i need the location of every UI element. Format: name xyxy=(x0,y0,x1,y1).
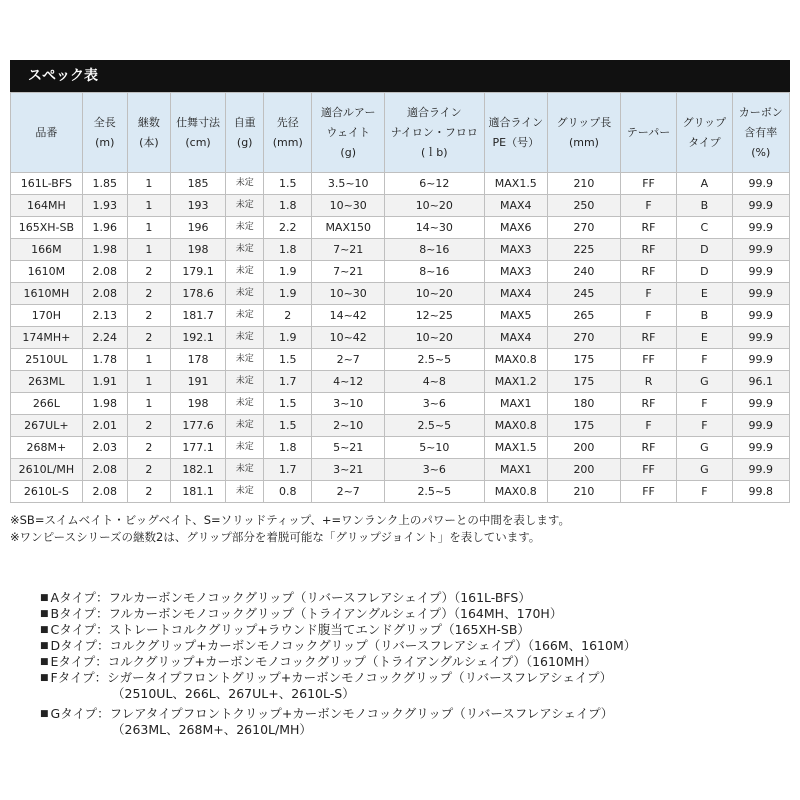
spec-title-bar xyxy=(10,60,790,92)
table-cell: F xyxy=(620,415,676,437)
table-cell: 0.8 xyxy=(264,481,312,503)
table-cell: MAX1.2 xyxy=(484,371,548,393)
table-cell: 166M xyxy=(11,239,83,261)
table-cell: 未定 xyxy=(226,239,264,261)
table-cell: 10~42 xyxy=(312,327,385,349)
table-cell: 1.8 xyxy=(264,239,312,261)
table-cell: MAX0.8 xyxy=(484,415,548,437)
table-cell: 181.7 xyxy=(170,305,225,327)
table-cell: RF xyxy=(620,261,676,283)
table-cell: 198 xyxy=(170,393,225,415)
table-cell: 1.8 xyxy=(264,195,312,217)
grip-type-text: Gタイプ：フレアタイプフロントクリップ+カーボンモノコックグリップ（リバースフレアシェイプ） xyxy=(50,706,614,721)
grip-type-item xyxy=(40,590,636,606)
table-cell: 1.5 xyxy=(264,415,312,437)
table-cell: 165XH-SB xyxy=(11,217,83,239)
table-cell: 267UL+ xyxy=(11,415,83,437)
table-cell: 245 xyxy=(548,283,621,305)
square-bullet-icon: ■ xyxy=(40,657,49,667)
table-cell: 未定 xyxy=(226,217,264,239)
table-cell: 1.5 xyxy=(264,393,312,415)
column-header xyxy=(82,93,127,173)
table-cell: 174MH+ xyxy=(11,327,83,349)
table-cell: 未定 xyxy=(226,459,264,481)
table-cell: E xyxy=(677,283,732,305)
table-cell: 99.9 xyxy=(732,327,789,349)
table-cell: MAX1 xyxy=(484,459,548,481)
column-header xyxy=(170,93,225,173)
table-cell: R xyxy=(620,371,676,393)
grip-type-item xyxy=(40,686,636,702)
table-header-row xyxy=(11,93,790,173)
table-cell: B xyxy=(677,305,732,327)
table-cell: 178 xyxy=(170,349,225,371)
table-cell: A xyxy=(677,173,732,195)
table-cell: 未定 xyxy=(226,327,264,349)
table-cell: 250 xyxy=(548,195,621,217)
column-header-line: (mm) xyxy=(568,135,599,149)
table-cell: MAX1.5 xyxy=(484,173,548,195)
table-cell: 2 xyxy=(127,283,170,305)
table-cell: 1610M xyxy=(11,261,83,283)
table-cell: F xyxy=(677,481,732,503)
table-cell: 8~16 xyxy=(385,239,484,261)
table-cell: 210 xyxy=(548,173,621,195)
table-cell: 2 xyxy=(127,415,170,437)
column-header-line: (%) xyxy=(751,145,771,159)
table-cell: F xyxy=(677,415,732,437)
table-cell: 270 xyxy=(548,327,621,349)
table-cell: 未定 xyxy=(226,305,264,327)
spec-table xyxy=(10,92,790,503)
table-cell: MAX6 xyxy=(484,217,548,239)
table-cell: 4~12 xyxy=(312,371,385,393)
table-cell: 1.7 xyxy=(264,371,312,393)
table-cell: 未定 xyxy=(226,437,264,459)
grip-type-text: Eタイプ：コルクグリップ+カーボンモノコックグリップ（トライアングルシェイプ）（1610MH） xyxy=(50,654,597,669)
table-cell: 1.5 xyxy=(264,173,312,195)
table-cell: 5~21 xyxy=(312,437,385,459)
column-header xyxy=(548,93,621,173)
table-cell: 170H xyxy=(11,305,83,327)
table-cell: 177.1 xyxy=(170,437,225,459)
table-row xyxy=(11,349,790,371)
column-header xyxy=(127,93,170,173)
table-cell: 2 xyxy=(127,437,170,459)
table-cell: 3.5~10 xyxy=(312,173,385,195)
table-cell: 266L xyxy=(11,393,83,415)
column-header-line: 先径 xyxy=(276,115,299,129)
table-cell: 1 xyxy=(127,349,170,371)
grip-type-item xyxy=(40,622,636,638)
grip-type-item xyxy=(40,638,636,654)
grip-type-text: Aタイプ：フルカーボンモノコックグリップ（リバースフレアシェイプ）（161L-BFS） xyxy=(50,590,531,605)
column-header-line: 全長 xyxy=(93,115,116,129)
table-cell: F xyxy=(620,195,676,217)
table-cell: RF xyxy=(620,393,676,415)
table-cell: 2.5~5 xyxy=(385,481,484,503)
table-row xyxy=(11,173,790,195)
table-cell: C xyxy=(677,217,732,239)
table-cell: 2.08 xyxy=(82,283,127,305)
table-cell: 177.6 xyxy=(170,415,225,437)
table-cell: MAX1 xyxy=(484,393,548,415)
grip-type-item xyxy=(40,606,636,622)
grip-type-text: （263ML、268M+、2610L/MH） xyxy=(112,722,312,737)
column-header-line: (cm) xyxy=(185,135,211,149)
grip-type-list xyxy=(40,590,636,738)
square-bullet-icon: ■ xyxy=(40,673,49,683)
table-cell: 99.9 xyxy=(732,261,789,283)
column-header-line: カーボン xyxy=(738,105,783,119)
table-cell: D xyxy=(677,239,732,261)
table-cell: 240 xyxy=(548,261,621,283)
table-cell: 1 xyxy=(127,173,170,195)
table-cell: 1.85 xyxy=(82,173,127,195)
square-bullet-icon: ■ xyxy=(40,593,49,603)
table-cell: 268M+ xyxy=(11,437,83,459)
table-cell: 1610MH xyxy=(11,283,83,305)
grip-type-item xyxy=(40,670,636,686)
table-cell: 1.9 xyxy=(264,261,312,283)
table-row xyxy=(11,437,790,459)
table-cell: B xyxy=(677,195,732,217)
table-cell: 2.01 xyxy=(82,415,127,437)
column-header-line: 適合ルアー xyxy=(320,105,376,119)
column-header-line: (g) xyxy=(340,145,356,159)
table-cell: 1.91 xyxy=(82,371,127,393)
table-cell: MAX3 xyxy=(484,261,548,283)
table-cell: 2.24 xyxy=(82,327,127,349)
column-header xyxy=(620,93,676,173)
table-cell: F xyxy=(620,305,676,327)
table-cell: 196 xyxy=(170,217,225,239)
table-cell: 99.8 xyxy=(732,481,789,503)
table-cell: 1.7 xyxy=(264,459,312,481)
table-cell: MAX0.8 xyxy=(484,481,548,503)
grip-type-item xyxy=(40,706,636,722)
table-cell: FF xyxy=(620,349,676,371)
table-cell: 4~8 xyxy=(385,371,484,393)
table-cell: 265 xyxy=(548,305,621,327)
table-cell: 未定 xyxy=(226,195,264,217)
column-header-line: 自重 xyxy=(233,115,256,129)
table-cell: E xyxy=(677,327,732,349)
table-row xyxy=(11,217,790,239)
table-cell: 未定 xyxy=(226,173,264,195)
table-cell: F xyxy=(620,283,676,305)
table-cell: G xyxy=(677,371,732,393)
table-cell: 2.08 xyxy=(82,459,127,481)
table-cell: 1.8 xyxy=(264,437,312,459)
table-row xyxy=(11,393,790,415)
table-cell: 7~21 xyxy=(312,261,385,283)
table-cell: 2.13 xyxy=(82,305,127,327)
table-cell: 179.1 xyxy=(170,261,225,283)
table-cell: 263ML xyxy=(11,371,83,393)
table-cell: 14~42 xyxy=(312,305,385,327)
table-row xyxy=(11,195,790,217)
table-cell: 1.98 xyxy=(82,239,127,261)
column-header-line: グリップ xyxy=(682,115,727,129)
table-row xyxy=(11,239,790,261)
table-cell: 99.9 xyxy=(732,195,789,217)
table-cell: 10~20 xyxy=(385,195,484,217)
table-cell: 210 xyxy=(548,481,621,503)
table-cell: 1.98 xyxy=(82,393,127,415)
table-cell: 99.9 xyxy=(732,173,789,195)
grip-type-text: Dタイプ：コルクグリップ+カーボンモノコックグリップ（リバースフレアシェイプ）（166M、1610M） xyxy=(50,638,637,653)
table-row xyxy=(11,327,790,349)
grip-type-item xyxy=(40,654,636,670)
grip-type-text: Cタイプ：ストレートコルクグリップ+ラウンド腹当てエンドグリップ（165XH-SB） xyxy=(50,622,530,637)
table-cell: 181.1 xyxy=(170,481,225,503)
table-cell: 180 xyxy=(548,393,621,415)
column-header-line: 品番 xyxy=(35,125,58,139)
spec-title: スペック表 xyxy=(28,68,98,84)
table-cell: 2~10 xyxy=(312,415,385,437)
table-row xyxy=(11,305,790,327)
table-cell: FF xyxy=(620,173,676,195)
column-header-line: (本) xyxy=(139,135,159,149)
column-header xyxy=(677,93,732,173)
square-bullet-icon: ■ xyxy=(40,709,49,719)
table-cell: 99.9 xyxy=(732,437,789,459)
table-cell: 198 xyxy=(170,239,225,261)
table-cell: 193 xyxy=(170,195,225,217)
table-cell: 1 xyxy=(127,393,170,415)
table-row xyxy=(11,371,790,393)
table-cell: 175 xyxy=(548,371,621,393)
column-header-line: 含有率 xyxy=(744,125,778,139)
column-header-line: ウェイト xyxy=(326,125,370,139)
table-cell: 10~20 xyxy=(385,283,484,305)
column-header-line: 適合ライン xyxy=(406,105,462,119)
table-cell: 2610L-S xyxy=(11,481,83,503)
square-bullet-icon: ■ xyxy=(40,641,49,651)
table-cell: 99.9 xyxy=(732,283,789,305)
table-cell: 未定 xyxy=(226,261,264,283)
table-cell: MAX4 xyxy=(484,195,548,217)
table-cell: 99.9 xyxy=(732,393,789,415)
table-cell: 185 xyxy=(170,173,225,195)
grip-type-text: （2510UL、266L、267UL+、2610L-S） xyxy=(112,686,355,701)
table-cell: 1.9 xyxy=(264,283,312,305)
table-cell: 10~20 xyxy=(385,327,484,349)
table-cell: 3~21 xyxy=(312,459,385,481)
table-cell: 10~30 xyxy=(312,195,385,217)
table-cell: F xyxy=(677,393,732,415)
table-cell: 未定 xyxy=(226,371,264,393)
column-header-line: 適合ライン xyxy=(488,115,544,129)
table-cell: 182.1 xyxy=(170,459,225,481)
column-header xyxy=(732,93,789,173)
table-cell: 2.2 xyxy=(264,217,312,239)
table-cell: 2 xyxy=(127,261,170,283)
table-cell: 3~6 xyxy=(385,459,484,481)
table-cell: 未定 xyxy=(226,415,264,437)
table-cell: 2 xyxy=(127,305,170,327)
table-cell: MAX5 xyxy=(484,305,548,327)
table-row xyxy=(11,415,790,437)
table-cell: 1.5 xyxy=(264,349,312,371)
table-cell: 3~6 xyxy=(385,393,484,415)
table-cell: 2 xyxy=(127,481,170,503)
table-cell: 未定 xyxy=(226,283,264,305)
table-cell: RF xyxy=(620,327,676,349)
table-cell: 192.1 xyxy=(170,327,225,349)
table-row xyxy=(11,459,790,481)
square-bullet-icon: ■ xyxy=(40,609,49,619)
table-cell: MAX4 xyxy=(484,283,548,305)
table-cell: 2.08 xyxy=(82,261,127,283)
table-cell: 2 xyxy=(127,459,170,481)
table-cell: 2610L/MH xyxy=(11,459,83,481)
table-cell: D xyxy=(677,261,732,283)
column-header-line: タイプ xyxy=(688,135,721,149)
table-cell: G xyxy=(677,437,732,459)
note-1: ※SB=スイムベイト・ビッグベイト、S=ソリッドティップ、+=ワンランク上のパワーとの中間を表します。 xyxy=(10,513,570,527)
table-cell: 12~25 xyxy=(385,305,484,327)
column-header-line: 継数 xyxy=(137,115,160,129)
table-cell: 96.1 xyxy=(732,371,789,393)
table-cell: 1.93 xyxy=(82,195,127,217)
table-cell: MAX150 xyxy=(312,217,385,239)
table-cell: MAX0.8 xyxy=(484,349,548,371)
table-cell: 5~10 xyxy=(385,437,484,459)
column-header-line: テーパー xyxy=(626,125,671,139)
table-cell: FF xyxy=(620,481,676,503)
column-header xyxy=(11,93,83,173)
table-cell: 2 xyxy=(264,305,312,327)
grip-type-text: Fタイプ：シガータイプフロントグリップ+カーボンモノコックグリップ（リバースフレアシェイプ） xyxy=(50,670,613,685)
table-cell: 1 xyxy=(127,195,170,217)
notes xyxy=(10,512,570,546)
table-cell: 2.5~5 xyxy=(385,349,484,371)
column-header-line: ナイロン・フロロ xyxy=(390,125,478,139)
column-header-line: (m) xyxy=(95,135,115,149)
table-cell: 1 xyxy=(127,371,170,393)
column-header xyxy=(264,93,312,173)
table-cell: G xyxy=(677,459,732,481)
table-cell: 1.96 xyxy=(82,217,127,239)
table-cell: FF xyxy=(620,459,676,481)
table-cell: 99.9 xyxy=(732,349,789,371)
table-row xyxy=(11,261,790,283)
table-row xyxy=(11,283,790,305)
table-cell: 2~7 xyxy=(312,349,385,371)
table-cell: 未定 xyxy=(226,481,264,503)
table-body xyxy=(11,173,790,503)
grip-type-text: Bタイプ：フルカーボンモノコックグリップ（トライアングルシェイプ）（164MH、170H） xyxy=(50,606,563,621)
table-cell: 1.78 xyxy=(82,349,127,371)
table-cell: 1 xyxy=(127,239,170,261)
column-header xyxy=(312,93,385,173)
table-cell: MAX4 xyxy=(484,327,548,349)
table-cell: 99.9 xyxy=(732,217,789,239)
table-cell: 6~12 xyxy=(385,173,484,195)
table-cell: 225 xyxy=(548,239,621,261)
column-header xyxy=(484,93,548,173)
column-header-line: PE（号） xyxy=(492,135,540,149)
table-row xyxy=(11,481,790,503)
table-cell: 8~16 xyxy=(385,261,484,283)
grip-type-item xyxy=(40,722,636,738)
table-cell: 200 xyxy=(548,459,621,481)
table-cell: 270 xyxy=(548,217,621,239)
table-cell: 161L-BFS xyxy=(11,173,83,195)
table-cell: 99.9 xyxy=(732,239,789,261)
table-cell: 2510UL xyxy=(11,349,83,371)
column-header-line: 仕舞寸法 xyxy=(176,115,221,129)
table-cell: 7~21 xyxy=(312,239,385,261)
column-header xyxy=(385,93,484,173)
table-cell: 1 xyxy=(127,217,170,239)
square-bullet-icon: ■ xyxy=(40,625,49,635)
table-cell: MAX3 xyxy=(484,239,548,261)
column-header xyxy=(226,93,264,173)
column-header-line: (g) xyxy=(236,135,253,149)
table-cell: RF xyxy=(620,217,676,239)
table-cell: 未定 xyxy=(226,349,264,371)
column-header-line: (mm) xyxy=(272,135,303,149)
table-cell: 99.9 xyxy=(732,459,789,481)
column-header-line: グリップ長 xyxy=(556,115,612,129)
table-cell: 99.9 xyxy=(732,305,789,327)
table-cell: 175 xyxy=(548,415,621,437)
table-cell: 10~30 xyxy=(312,283,385,305)
table-cell: RF xyxy=(620,437,676,459)
note-2: ※ワンピースシリーズの継数2は、グリップ部分を着脱可能な「グリップジョイント」を表しています。 xyxy=(10,530,541,544)
table-cell: 200 xyxy=(548,437,621,459)
column-header-line: (ｌb) xyxy=(421,145,448,159)
table-cell: 2~7 xyxy=(312,481,385,503)
table-cell: 178.6 xyxy=(170,283,225,305)
table-cell: 14~30 xyxy=(385,217,484,239)
table-cell: 164MH xyxy=(11,195,83,217)
table-cell: 2.08 xyxy=(82,481,127,503)
table-cell: 175 xyxy=(548,349,621,371)
table-cell: 未定 xyxy=(226,393,264,415)
table-cell: 2.5~5 xyxy=(385,415,484,437)
table-cell: 99.9 xyxy=(732,415,789,437)
table-cell: 2.03 xyxy=(82,437,127,459)
table-cell: RF xyxy=(620,239,676,261)
table-cell: 2 xyxy=(127,327,170,349)
table-cell: 3~10 xyxy=(312,393,385,415)
table-cell: F xyxy=(677,349,732,371)
table-cell: 1.9 xyxy=(264,327,312,349)
table-cell: MAX1.5 xyxy=(484,437,548,459)
table-cell: 191 xyxy=(170,371,225,393)
